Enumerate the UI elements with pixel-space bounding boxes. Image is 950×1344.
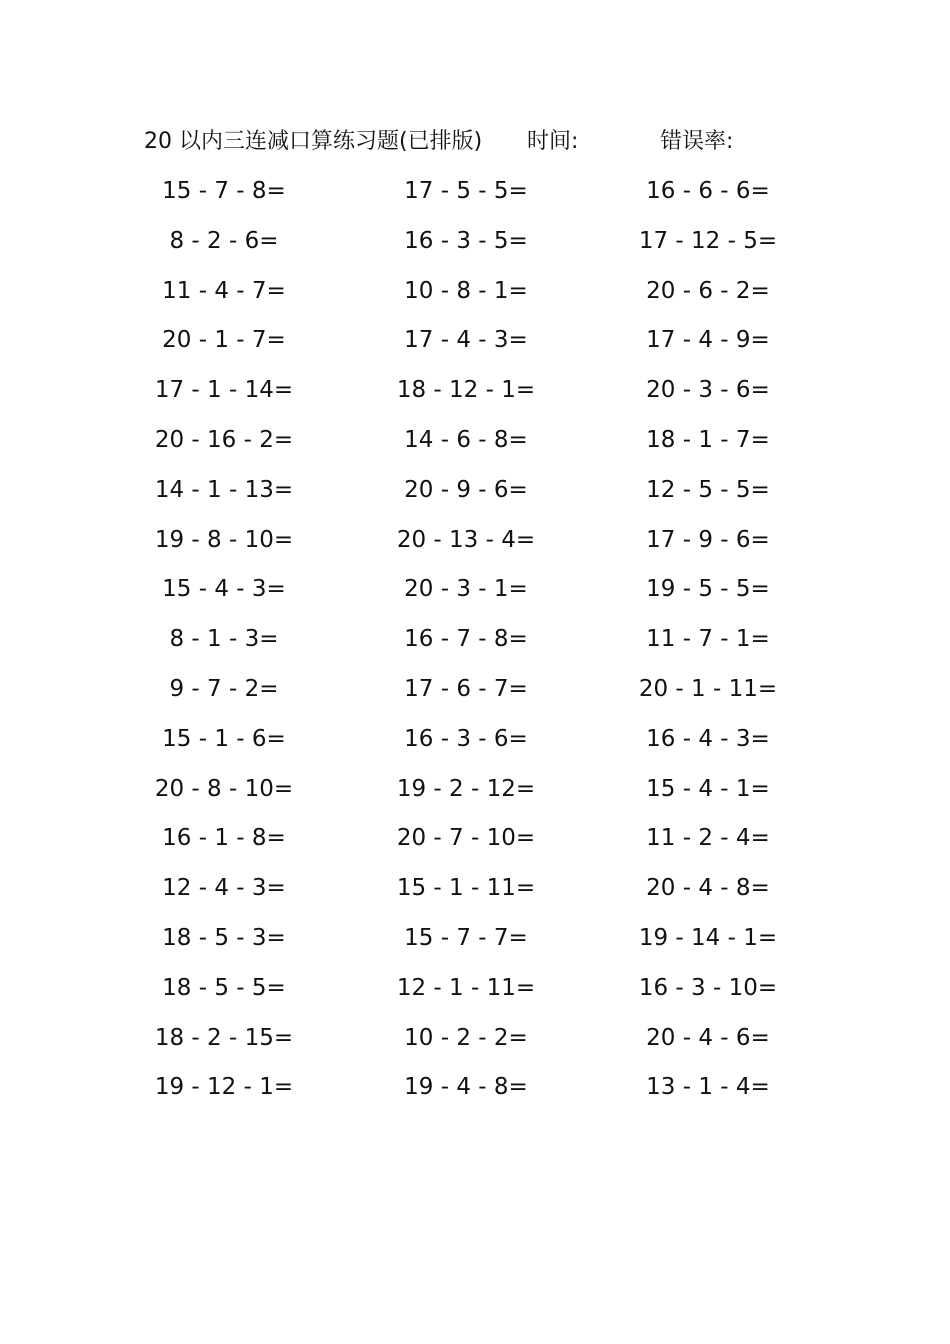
problem-row bbox=[0, 317, 950, 367]
problem-item: 20 - 16 - 2= bbox=[154, 426, 294, 453]
problem-row bbox=[0, 517, 950, 567]
problem-item: 17 - 4 - 9= bbox=[646, 327, 770, 354]
worksheet-title: 20 以内三连减口算练习题(已排版) bbox=[144, 129, 483, 154]
problem-item: 17 - 4 - 3= bbox=[404, 327, 528, 354]
problem-item: 20 - 8 - 10= bbox=[154, 775, 294, 802]
problem-item: 15 - 1 - 11= bbox=[396, 875, 536, 902]
problem-item: 11 - 7 - 1= bbox=[646, 626, 770, 653]
problem-item: 11 - 2 - 4= bbox=[646, 825, 770, 852]
problem-item: 20 - 1 - 11= bbox=[638, 675, 778, 702]
problem-item: 9 - 7 - 2= bbox=[169, 675, 279, 702]
problem-item: 18 - 1 - 7= bbox=[646, 426, 770, 453]
problem-item: 20 - 3 - 6= bbox=[646, 377, 770, 404]
problem-row bbox=[0, 616, 950, 666]
problem-item: 16 - 3 - 10= bbox=[638, 974, 778, 1001]
problem-item: 19 - 8 - 10= bbox=[154, 526, 294, 553]
problem-item: 10 - 8 - 1= bbox=[404, 277, 528, 304]
problem-item: 20 - 4 - 6= bbox=[646, 1024, 770, 1051]
problem-item: 20 - 6 - 2= bbox=[646, 277, 770, 304]
problem-item: 20 - 7 - 10= bbox=[396, 825, 536, 852]
problem-row bbox=[0, 467, 950, 517]
problem-item: 19 - 2 - 12= bbox=[396, 775, 536, 802]
problem-item: 19 - 5 - 5= bbox=[646, 576, 770, 603]
problem-row bbox=[0, 367, 950, 417]
problem-item: 20 - 3 - 1= bbox=[404, 576, 528, 603]
problem-row bbox=[0, 1064, 950, 1114]
problem-item: 17 - 1 - 14= bbox=[154, 377, 294, 404]
problem-item: 13 - 1 - 4= bbox=[646, 1074, 770, 1101]
problem-item: 17 - 9 - 6= bbox=[646, 526, 770, 553]
problem-item: 8 - 1 - 3= bbox=[169, 626, 279, 653]
problem-grid bbox=[0, 168, 950, 1114]
problem-item: 11 - 4 - 7= bbox=[162, 277, 286, 304]
problem-row bbox=[0, 566, 950, 616]
problem-row bbox=[0, 666, 950, 716]
problem-item: 15 - 4 - 3= bbox=[162, 576, 286, 603]
problem-item: 17 - 6 - 7= bbox=[404, 675, 528, 702]
problem-item: 8 - 2 - 6= bbox=[169, 227, 279, 254]
problem-item: 20 - 13 - 4= bbox=[396, 526, 536, 553]
problem-row bbox=[0, 865, 950, 915]
problem-row bbox=[0, 766, 950, 816]
problem-row bbox=[0, 218, 950, 268]
problem-row bbox=[0, 716, 950, 766]
problem-item: 17 - 12 - 5= bbox=[638, 227, 778, 254]
problem-item: 16 - 4 - 3= bbox=[646, 725, 770, 752]
problem-item: 20 - 9 - 6= bbox=[404, 476, 528, 503]
error-rate-label: 错误率: bbox=[660, 129, 734, 154]
problem-item: 15 - 4 - 1= bbox=[646, 775, 770, 802]
problem-row bbox=[0, 815, 950, 865]
problem-item: 17 - 5 - 5= bbox=[404, 178, 528, 204]
problem-row bbox=[0, 1015, 950, 1065]
problem-row bbox=[0, 915, 950, 965]
problem-item: 15 - 1 - 6= bbox=[162, 725, 286, 752]
problem-item: 19 - 12 - 1= bbox=[154, 1074, 294, 1101]
problem-item: 18 - 2 - 15= bbox=[154, 1024, 294, 1051]
problem-item: 15 - 7 - 8= bbox=[162, 178, 286, 204]
problem-item: 16 - 7 - 8= bbox=[404, 626, 528, 653]
problem-item: 15 - 7 - 7= bbox=[404, 924, 528, 951]
problem-item: 18 - 5 - 5= bbox=[162, 974, 286, 1001]
problem-item: 14 - 1 - 13= bbox=[154, 476, 294, 503]
problem-row bbox=[0, 417, 950, 467]
problem-item: 19 - 14 - 1= bbox=[638, 924, 778, 951]
problem-row bbox=[0, 965, 950, 1015]
problem-item: 12 - 5 - 5= bbox=[646, 476, 770, 503]
problem-item: 12 - 1 - 11= bbox=[396, 974, 536, 1001]
problem-row bbox=[0, 268, 950, 318]
problem-item: 14 - 6 - 8= bbox=[404, 426, 528, 453]
problem-item: 16 - 6 - 6= bbox=[646, 178, 770, 204]
problem-item: 18 - 12 - 1= bbox=[396, 377, 536, 404]
problem-item: 20 - 4 - 8= bbox=[646, 875, 770, 902]
problem-item: 10 - 2 - 2= bbox=[404, 1024, 528, 1051]
problem-item: 12 - 4 - 3= bbox=[162, 875, 286, 902]
time-label: 时间: bbox=[527, 129, 579, 154]
problem-item: 16 - 1 - 8= bbox=[162, 825, 286, 852]
problem-item: 16 - 3 - 6= bbox=[404, 725, 528, 752]
problem-row bbox=[0, 168, 950, 218]
problem-item: 18 - 5 - 3= bbox=[162, 924, 286, 951]
problem-item: 20 - 1 - 7= bbox=[162, 327, 286, 354]
worksheet-header bbox=[0, 124, 950, 160]
problem-item: 19 - 4 - 8= bbox=[404, 1074, 528, 1101]
problem-item: 16 - 3 - 5= bbox=[404, 227, 528, 254]
